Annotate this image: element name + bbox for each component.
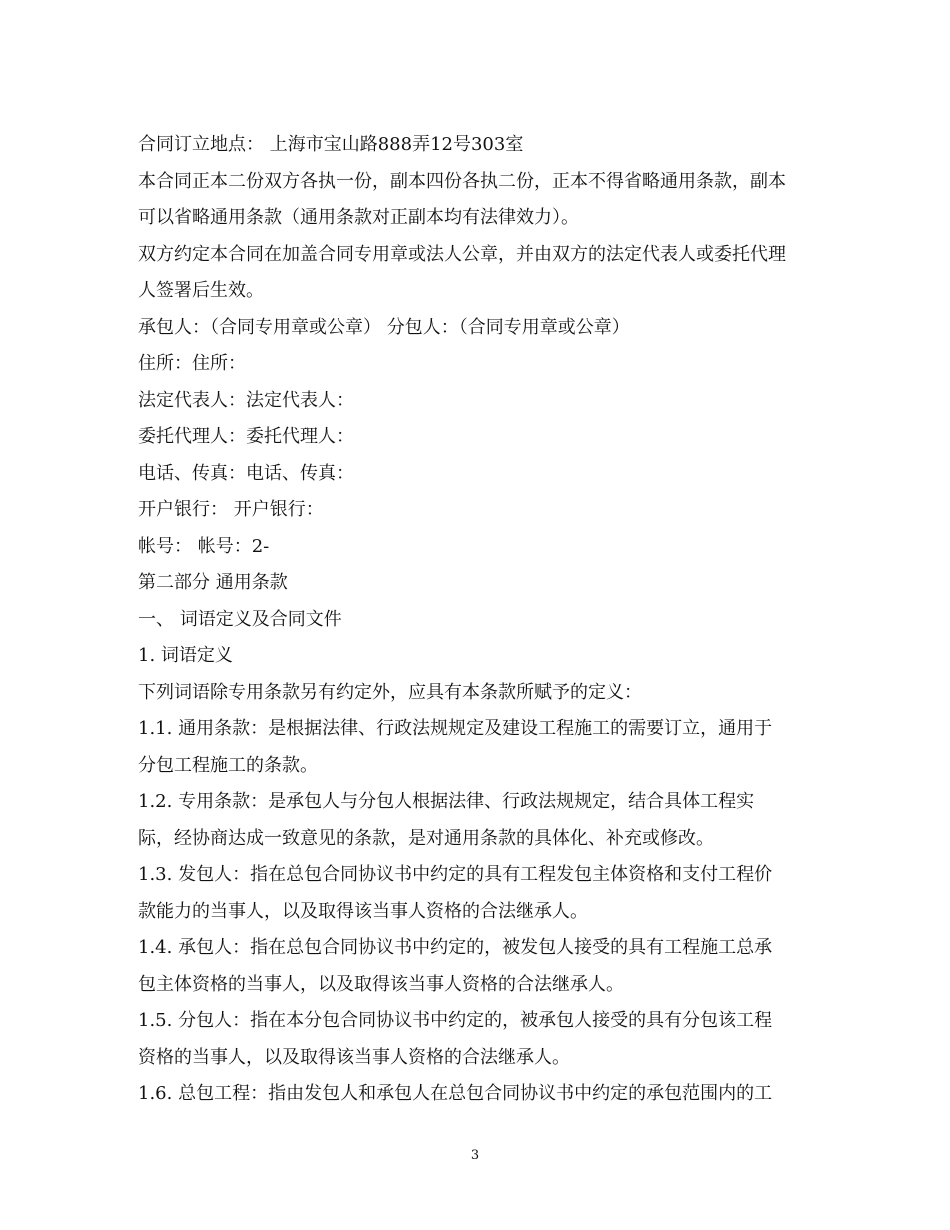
text-line: 际，经协商达成一致意见的条款，是对通用条款的具体化、补充或修改。 <box>138 827 714 849</box>
text-line: 1.5. 分包人：指在本分包合同协议书中约定的，被承包人接受的具有分包该工程 <box>138 1010 773 1031</box>
text-line: 双方约定本合同在加盖合同专用章或法人公章，并由双方的法定代表人或委托代理 <box>138 243 786 265</box>
text-line: 资格的当事人，以及取得该当事人资格的合法继承人。 <box>138 1046 570 1068</box>
text-line: 开户银行： 开户银行： <box>138 499 324 520</box>
text-line: 帐号： 帐号：2- <box>138 535 270 557</box>
text-line: 本合同正本二份双方各执一份，副本四份各执二份，正本不得省略通用条款，副本 <box>138 170 786 192</box>
text-line: 人签署后生效。 <box>138 280 264 301</box>
page-number: 3 <box>470 1148 480 1163</box>
section-heading: 第二部分 通用条款 <box>138 572 288 593</box>
text-line: 1.2. 专用条款：是承包人与分包人根据法律、行政法规规定，结合具体工程实 <box>138 791 755 812</box>
text-line: 1.6. 总包工程：指由发包人和承包人在总包合同协议书中约定的承包范围内的工 <box>138 1083 773 1104</box>
text-line: 1.4. 承包人：指在总包合同协议书中约定的，被发包人接受的具有工程施工总承 <box>138 937 773 958</box>
text-line: 合同订立地点： 上海市宝山路888弄12号303室 <box>138 134 524 155</box>
text-line: 委托代理人：委托代理人： <box>138 426 354 447</box>
text-line: 承包人：（合同专用章或公章） 分包人：（合同专用章或公章） <box>138 316 630 338</box>
text-line: 法定代表人：法定代表人： <box>138 389 354 411</box>
text-line: 1.3. 发包人：指在总包合同协议书中约定的具有工程发包主体资格和支付工程价 <box>138 864 773 885</box>
clause-heading: 1. 词语定义 <box>138 645 233 666</box>
text-line: 可以省略通用条款（通用条款对正副本均有法律效力）。 <box>138 207 579 228</box>
text-line: 包主体资格的当事人，以及取得该当事人资格的合法继承人。 <box>138 973 624 995</box>
text-line: 住所：住所： <box>138 353 246 374</box>
document-body <box>138 127 818 1113</box>
chapter-heading: 一、 词语定义及合同文件 <box>138 608 342 630</box>
text-line: 下列词语除专用条款另有约定外，应具有本条款所赋予的定义： <box>138 681 642 703</box>
text-line: 分包工程施工的条款。 <box>138 754 318 776</box>
text-line: 款能力的当事人，以及取得该当事人资格的合法继承人。 <box>138 900 588 922</box>
text-line: 电话、传真：电话、传真： <box>138 462 354 484</box>
text-line: 1.1. 通用条款：是根据法律、行政法规规定及建设工程施工的需要订立，通用于 <box>138 718 773 739</box>
